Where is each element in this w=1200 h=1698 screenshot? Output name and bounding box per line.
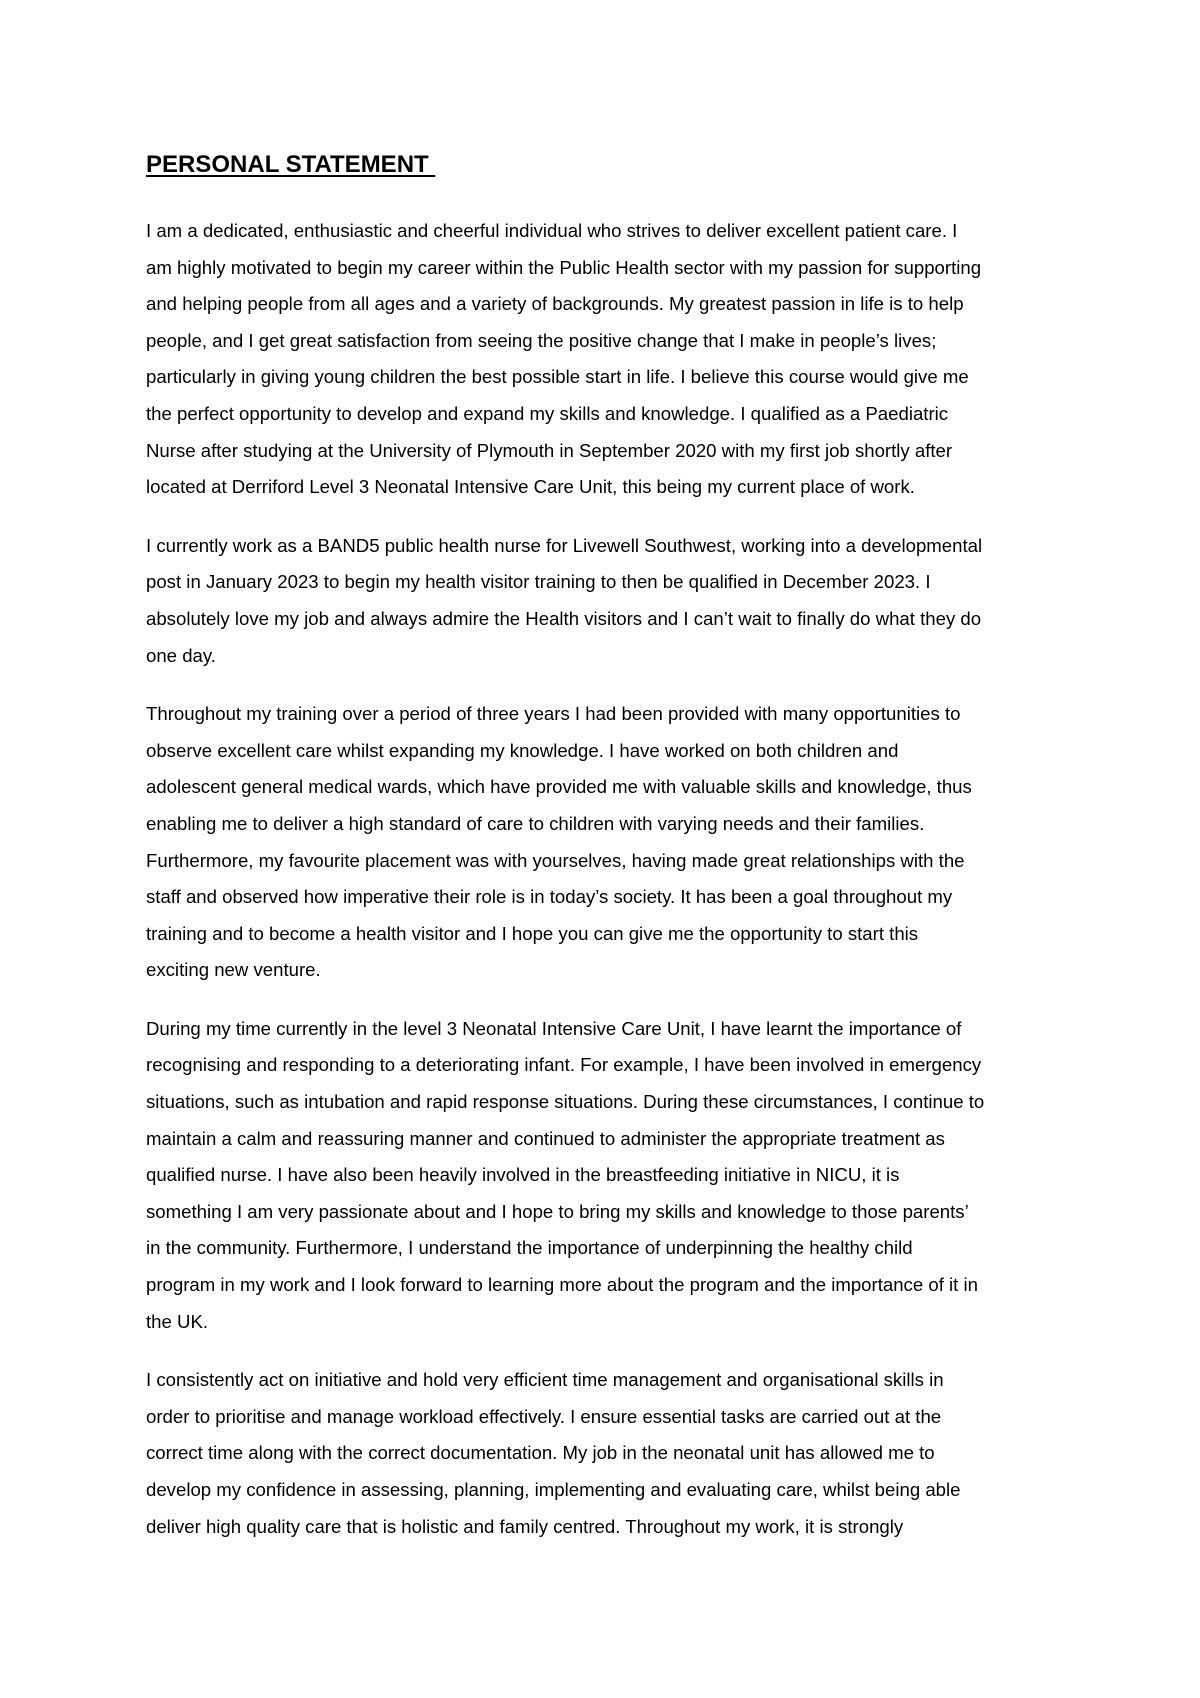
text-line: particularly in giving young children the best possible start in life. I believe this course would give me xyxy=(146,366,969,388)
text-line: located at Derriford Level 3 Neonatal Intensive Care Unit, this being my current place of work. xyxy=(146,476,915,498)
paragraph-2 xyxy=(146,528,1076,674)
text-line: absolutely love my job and always admire the Health visitors and I can’t wait to finally do what they do xyxy=(146,607,982,629)
text-line: I currently work as a BAND5 public health nurse for Livewell Southwest, working into a developmental xyxy=(146,534,983,556)
text-line: I am a dedicated, enthusiastic and cheerful individual who strives to deliver excellent patient care. I xyxy=(146,220,958,241)
text-line: people, and I get great satisfaction from seeing the positive change that I make in people’s lives; xyxy=(146,329,937,351)
text-line: one day. xyxy=(146,644,216,666)
text-line: maintain a calm and reassuring manner and continued to administer the appropriate treatment as xyxy=(146,1127,945,1149)
text-line: adolescent general medical wards, which have provided me with valuable skills and knowledge, thus xyxy=(146,776,972,798)
text-line: in the community. Furthermore, I understand the importance of underpinning the healthy child xyxy=(146,1237,913,1259)
text-line: Throughout my training over a period of three years I had been provided with many opportunities to xyxy=(146,703,961,725)
text-line: am highly motivated to begin my career within the Public Health sector with my passion for supporting xyxy=(146,256,982,278)
paragraph-1 xyxy=(146,213,1076,506)
text-line: program in my work and I look forward to learning more about the program and the importance of it in xyxy=(146,1274,978,1296)
text-line: I consistently act on initiative and hold very efficient time management and organisational skills in xyxy=(146,1369,944,1391)
text-line: observe excellent care whilst expanding my knowledge. I have worked on both children and xyxy=(146,739,899,761)
text-line: correct time along with the correct documentation. My job in the neonatal unit has allowed me to xyxy=(146,1442,935,1464)
document-body xyxy=(146,213,1076,1567)
paragraph-3 xyxy=(146,696,1076,989)
text-line: develop my confidence in assessing, planning, implementing and evaluating care, whilst being able xyxy=(146,1479,961,1500)
text-line: post in January 2023 to begin my health visitor training to then be qualified in December 2023. I xyxy=(146,571,931,593)
text-line: enabling me to deliver a high standard of care to children with varying needs and their families. xyxy=(146,812,925,834)
text-line: During my time currently in the level 3 Neonatal Intensive Care Unit, I have learnt the importance of xyxy=(146,1017,962,1039)
text-line: order to prioritise and manage workload effectively. I ensure essential tasks are carried out at the xyxy=(146,1405,942,1427)
text-line: and helping people from all ages and a variety of backgrounds. My greatest passion in life is to help xyxy=(146,293,964,315)
page-title: PERSONAL STATEMENT xyxy=(146,151,436,178)
text-line: exciting new venture. xyxy=(146,959,321,981)
text-line: Furthermore, my favourite placement was with yourselves, having made great relationships with the xyxy=(146,849,965,871)
paragraph-5 xyxy=(146,1362,1076,1545)
text-line: staff and observed how imperative their role is in today’s society. It has been a goal throughout my xyxy=(146,886,953,908)
text-line: something I am very passionate about and I hope to bring my skills and knowledge to those parents’ xyxy=(146,1200,969,1222)
text-line: recognising and responding to a deteriorating infant. For example, I have been involved in emergency xyxy=(146,1054,982,1076)
text-line: the UK. xyxy=(146,1310,209,1332)
paragraph-4 xyxy=(146,1011,1076,1340)
text-line: situations, such as intubation and rapid response situations. During these circumstances, I continue to xyxy=(146,1091,985,1113)
text-line: Nurse after studying at the University of Plymouth in September 2020 with my first job shortly after xyxy=(146,439,953,461)
text-line: training and to become a health visitor and I hope you can give me the opportunity to start this xyxy=(146,922,919,944)
text-line: qualified nurse. I have also been heavily involved in the breastfeeding initiative in NICU, it is xyxy=(146,1164,900,1186)
text-line: deliver high quality care that is holistic and family centred. Throughout my work, it is strongly xyxy=(146,1515,904,1537)
text-line: the perfect opportunity to develop and expand my skills and knowledge. I qualified as a Paediatric xyxy=(146,402,949,424)
